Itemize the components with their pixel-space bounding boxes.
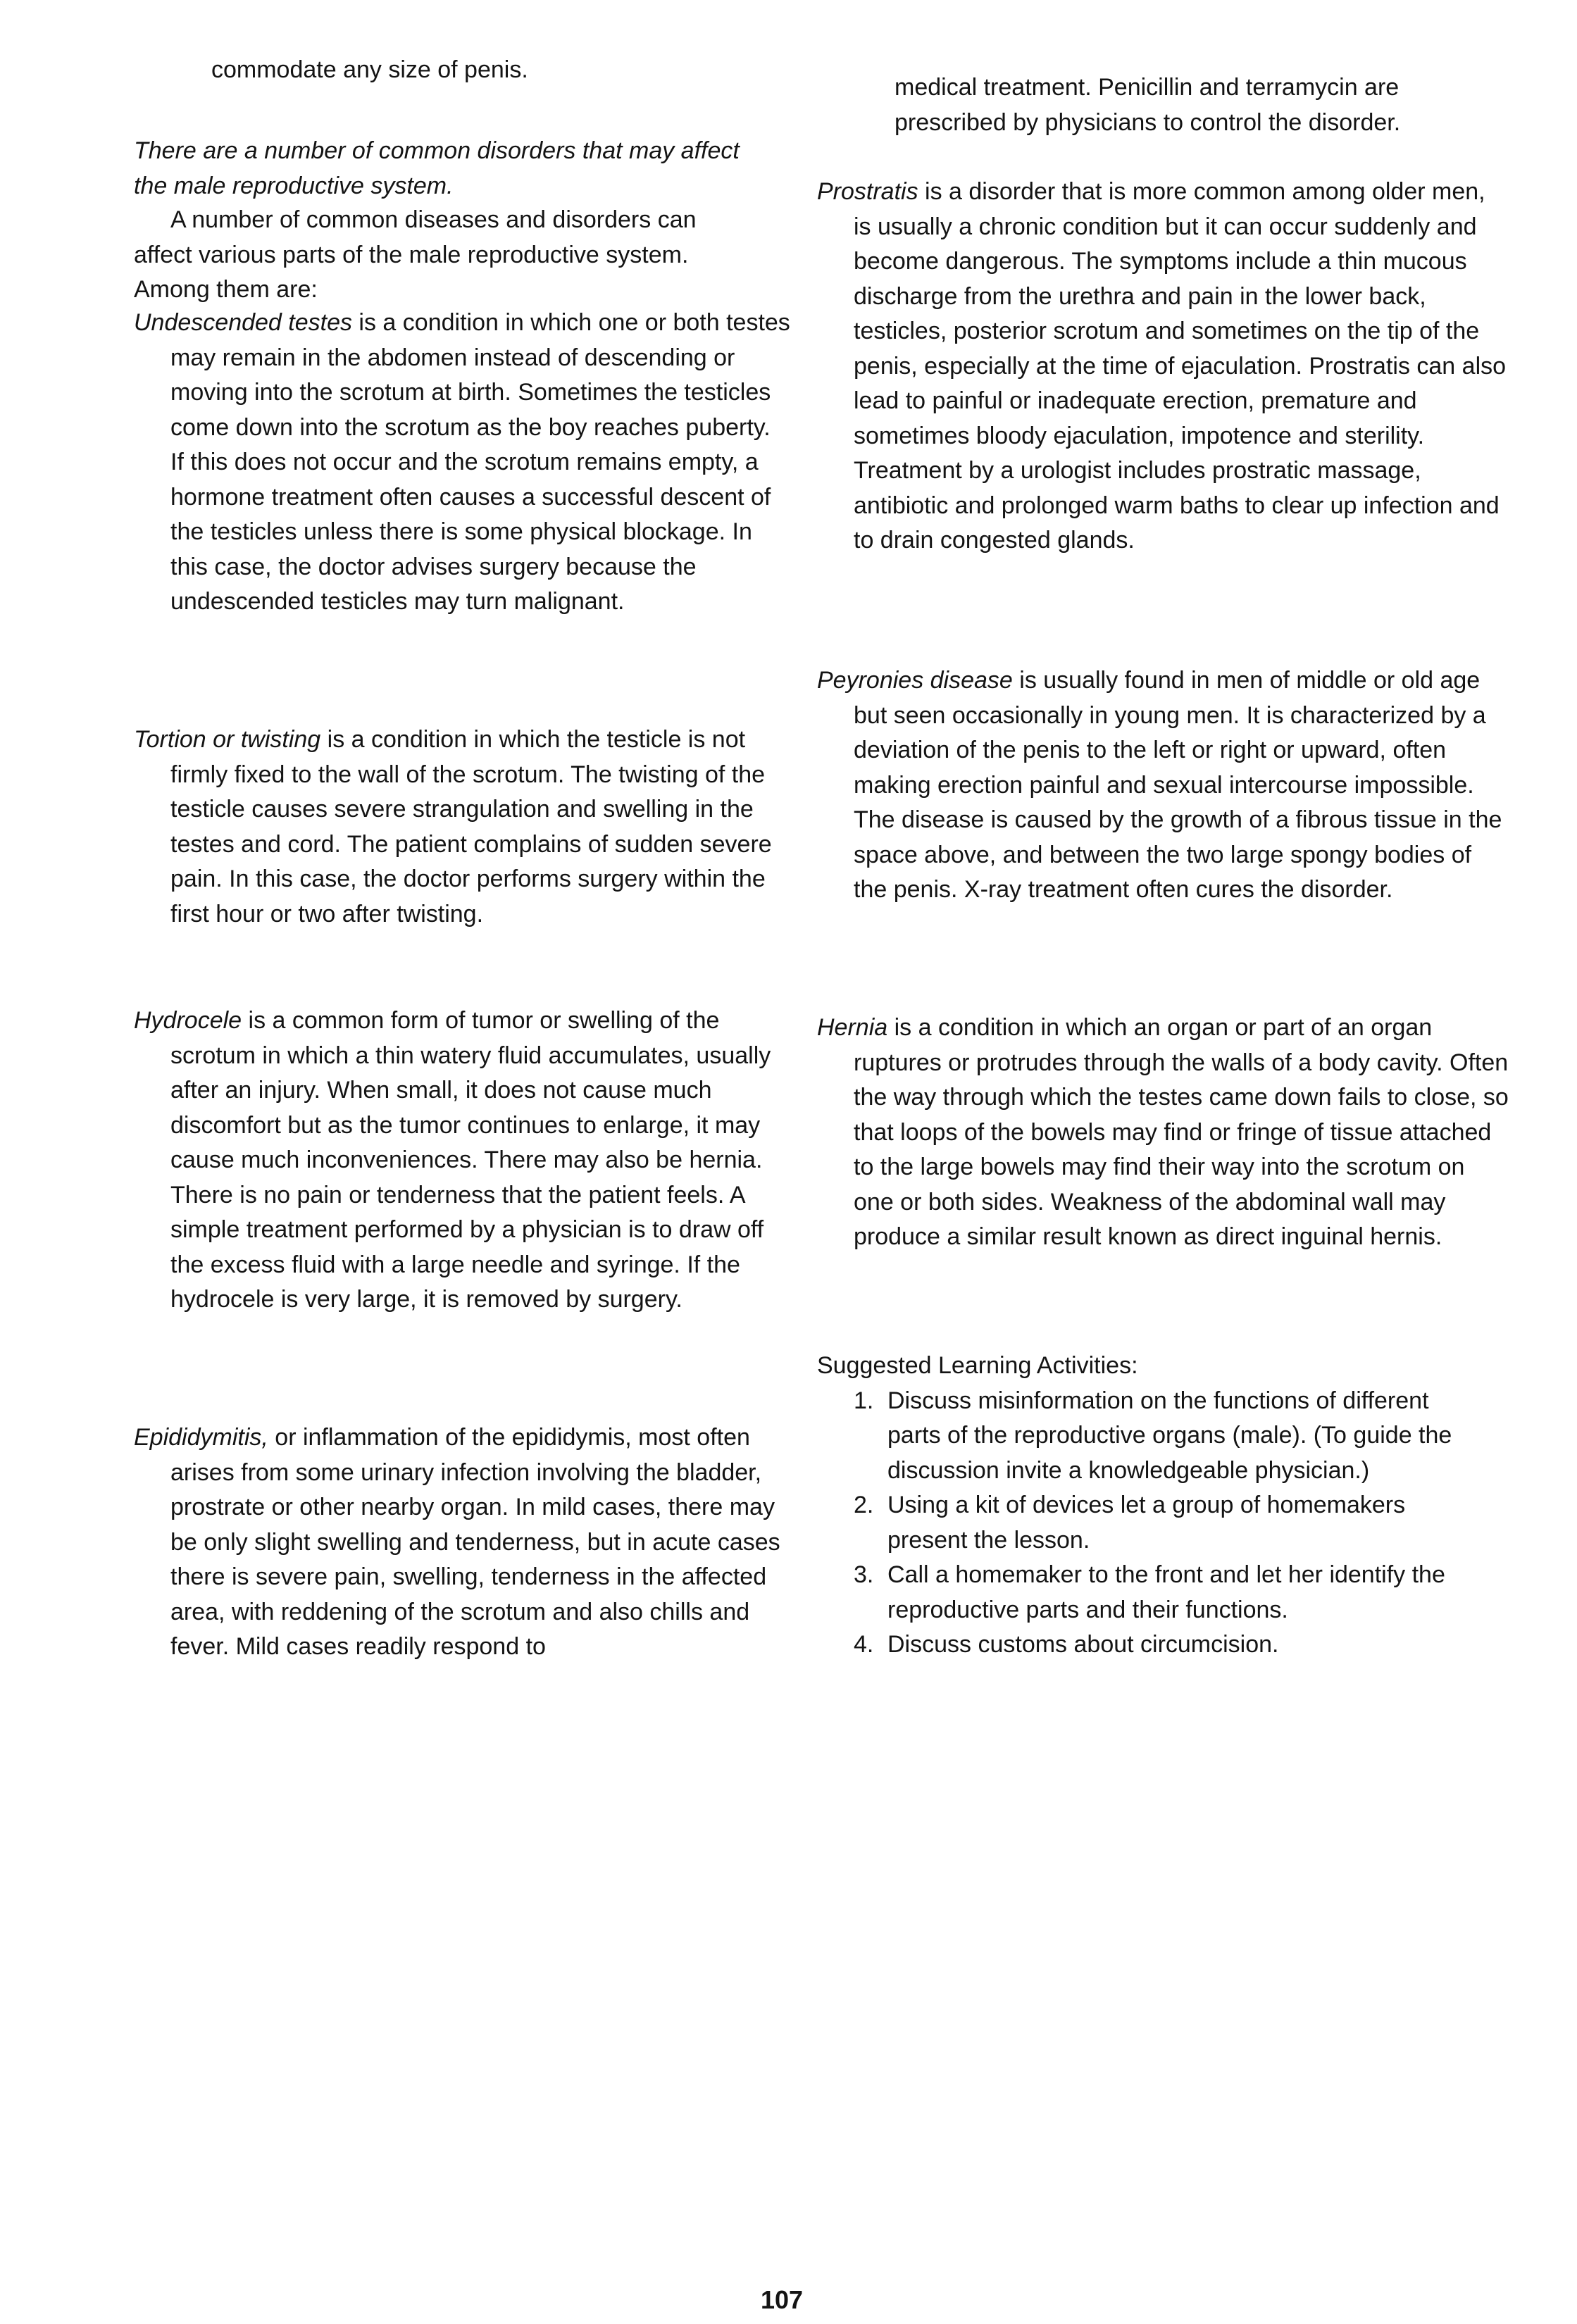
- hernia-text: is a condition in which an organ or part of an organ ruptures or protrudes through the walls of a body cavity. Often the way through which the testes came down fails to close, so that loops of the bowels may find or fringe of tissue attached to the large bowels may find their way into the scrotum on one or both sides. Weakness of the abdominal wall may produce a similar result known as direct inguinal hernis.: [854, 1014, 1509, 1250]
- activity-item: [817, 1488, 1472, 1558]
- intro-paragraph: A number of common diseases and disorders can affect various parts of the male reproductive system. Among them are:: [134, 206, 697, 303]
- peyronies-term: Peyronies disease: [817, 667, 1013, 694]
- activity-number: 4.: [854, 1631, 874, 1658]
- activities-title: Suggested Learning Activities:: [817, 1352, 1138, 1379]
- tortion-term: Tortion or twisting: [134, 726, 321, 753]
- epididymitis-text: or inflammation of the epididymis, most often arises from some urinary infection involving the bladder, prostrate or other nearby organ. In mild cases, there may be only slight swelling and tenderness, but in acute cases there is severe pain, swelling, tenderness in the affected area, with reddening of the scrotum and also chills and fever. Mild cases readily respond to: [170, 1424, 780, 1660]
- suggested-activities: [817, 1349, 1472, 1663]
- hydrocele-text: is a common form of tumor or swelling of the scrotum in which a thin watery fluid accumulates, usually after an injury. When small, it does not cause much discomfort but as the tumor continues to enlarge, it may cause much inconveniences. There may also be hernia. There is no pain or tenderness that the patient feels. A simple treatment performed by a physician is to draw off the excess fluid with a large needle and syringe. If the hydrocele is very large, it is removed by surgery.: [170, 1007, 771, 1313]
- activities-list: [817, 1384, 1472, 1663]
- tortion-paragraph: [134, 723, 790, 932]
- page-number: 107: [761, 2285, 804, 2314]
- right-carryover-text: medical treatment. Penicillin and terramycin are prescribed by physicians to control the disorder.: [895, 74, 1401, 136]
- undescended-testes-term: Undescended testes: [134, 309, 352, 336]
- undescended-testes-paragraph: [134, 306, 790, 620]
- epididymitis-paragraph: [134, 1420, 790, 1665]
- hydrocele-paragraph: [134, 1004, 790, 1318]
- activity-item: [817, 1628, 1472, 1663]
- carryover-text: commodate any size of penis.: [211, 56, 528, 83]
- prostratis-term: Prostratis: [817, 178, 918, 205]
- hydrocele-term: Hydrocele: [134, 1007, 242, 1034]
- prostratis-text: is a disorder that is more common among older men, is usually a chronic condition but it can occur suddenly and become dangerous. The symptoms include a thin mucous discharge from the urethra and pain in the lower back, testicles, posterior scrotum and sometimes on the tip of the penis, especially at the time of ejaculation. Prostratis can also lead to painful or inadequate erection, premature and sometimes bloody ejaculation, impotence and sterility. Treatment by a urologist includes prostratic massage, antibiotic and prolonged warm baths to clear up infection and to drain congested glands.: [854, 178, 1507, 554]
- activity-text: Call a homemaker to the front and let her identify the reproductive parts and their functions.: [887, 1561, 1445, 1623]
- activity-number: 1.: [854, 1387, 874, 1414]
- activity-number: 2.: [854, 1492, 874, 1518]
- activity-item: [817, 1384, 1472, 1489]
- activity-text: Discuss customs about circumcision.: [887, 1631, 1279, 1658]
- activity-number: 3.: [854, 1561, 874, 1588]
- activity-item: [817, 1558, 1472, 1628]
- tortion-text: is a condition in which the testicle is not firmly fixed to the wall of the scrotum. The twisting of the testicle causes severe strangulation and swelling in the testes and cord. The patient complains of sudden severe pain. In this case, the doctor performs surgery within the first hour or two after twisting.: [170, 726, 772, 927]
- hernia-term: Hernia: [817, 1014, 888, 1041]
- epididymitis-term: Epididymitis,: [134, 1424, 268, 1451]
- hernia-paragraph: [817, 1011, 1509, 1255]
- peyronies-paragraph: [817, 663, 1509, 908]
- undescended-testes-text: is a condition in which one or both testes may remain in the abdomen instead of descending or moving into the scrotum at birth. Sometimes the testicles come down into the scrotum as the boy reaches puberty. If this does not occur and the scrotum remains empty, a hormone treatment often causes a successful descent of the testicles unless there is some physical blockage. In this case, the doctor advises surgery because the undescended testicles may turn malignant.: [170, 309, 790, 615]
- activity-text: Using a kit of devices let a group of homemakers present the lesson.: [887, 1492, 1406, 1554]
- section-heading: There are a number of common disorders that may affect the male reproductive system.: [134, 137, 740, 199]
- prostratis-paragraph: [817, 175, 1509, 558]
- peyronies-text: is usually found in men of middle or old age but seen occasionally in young men. It is characterized by a deviation of the penis to the left or right or upward, often making erection painful and sexual intercourse impossible. The disease is caused by the growth of a fibrous tissue in the space above, and between the two large spongy bodies of the penis. X-ray treatment often cures the disorder.: [854, 667, 1502, 903]
- activity-text: Discuss misinformation on the functions of different parts of the reproductive organs (male). (To guide the discussion invite a knowledgeable physician.): [887, 1387, 1452, 1484]
